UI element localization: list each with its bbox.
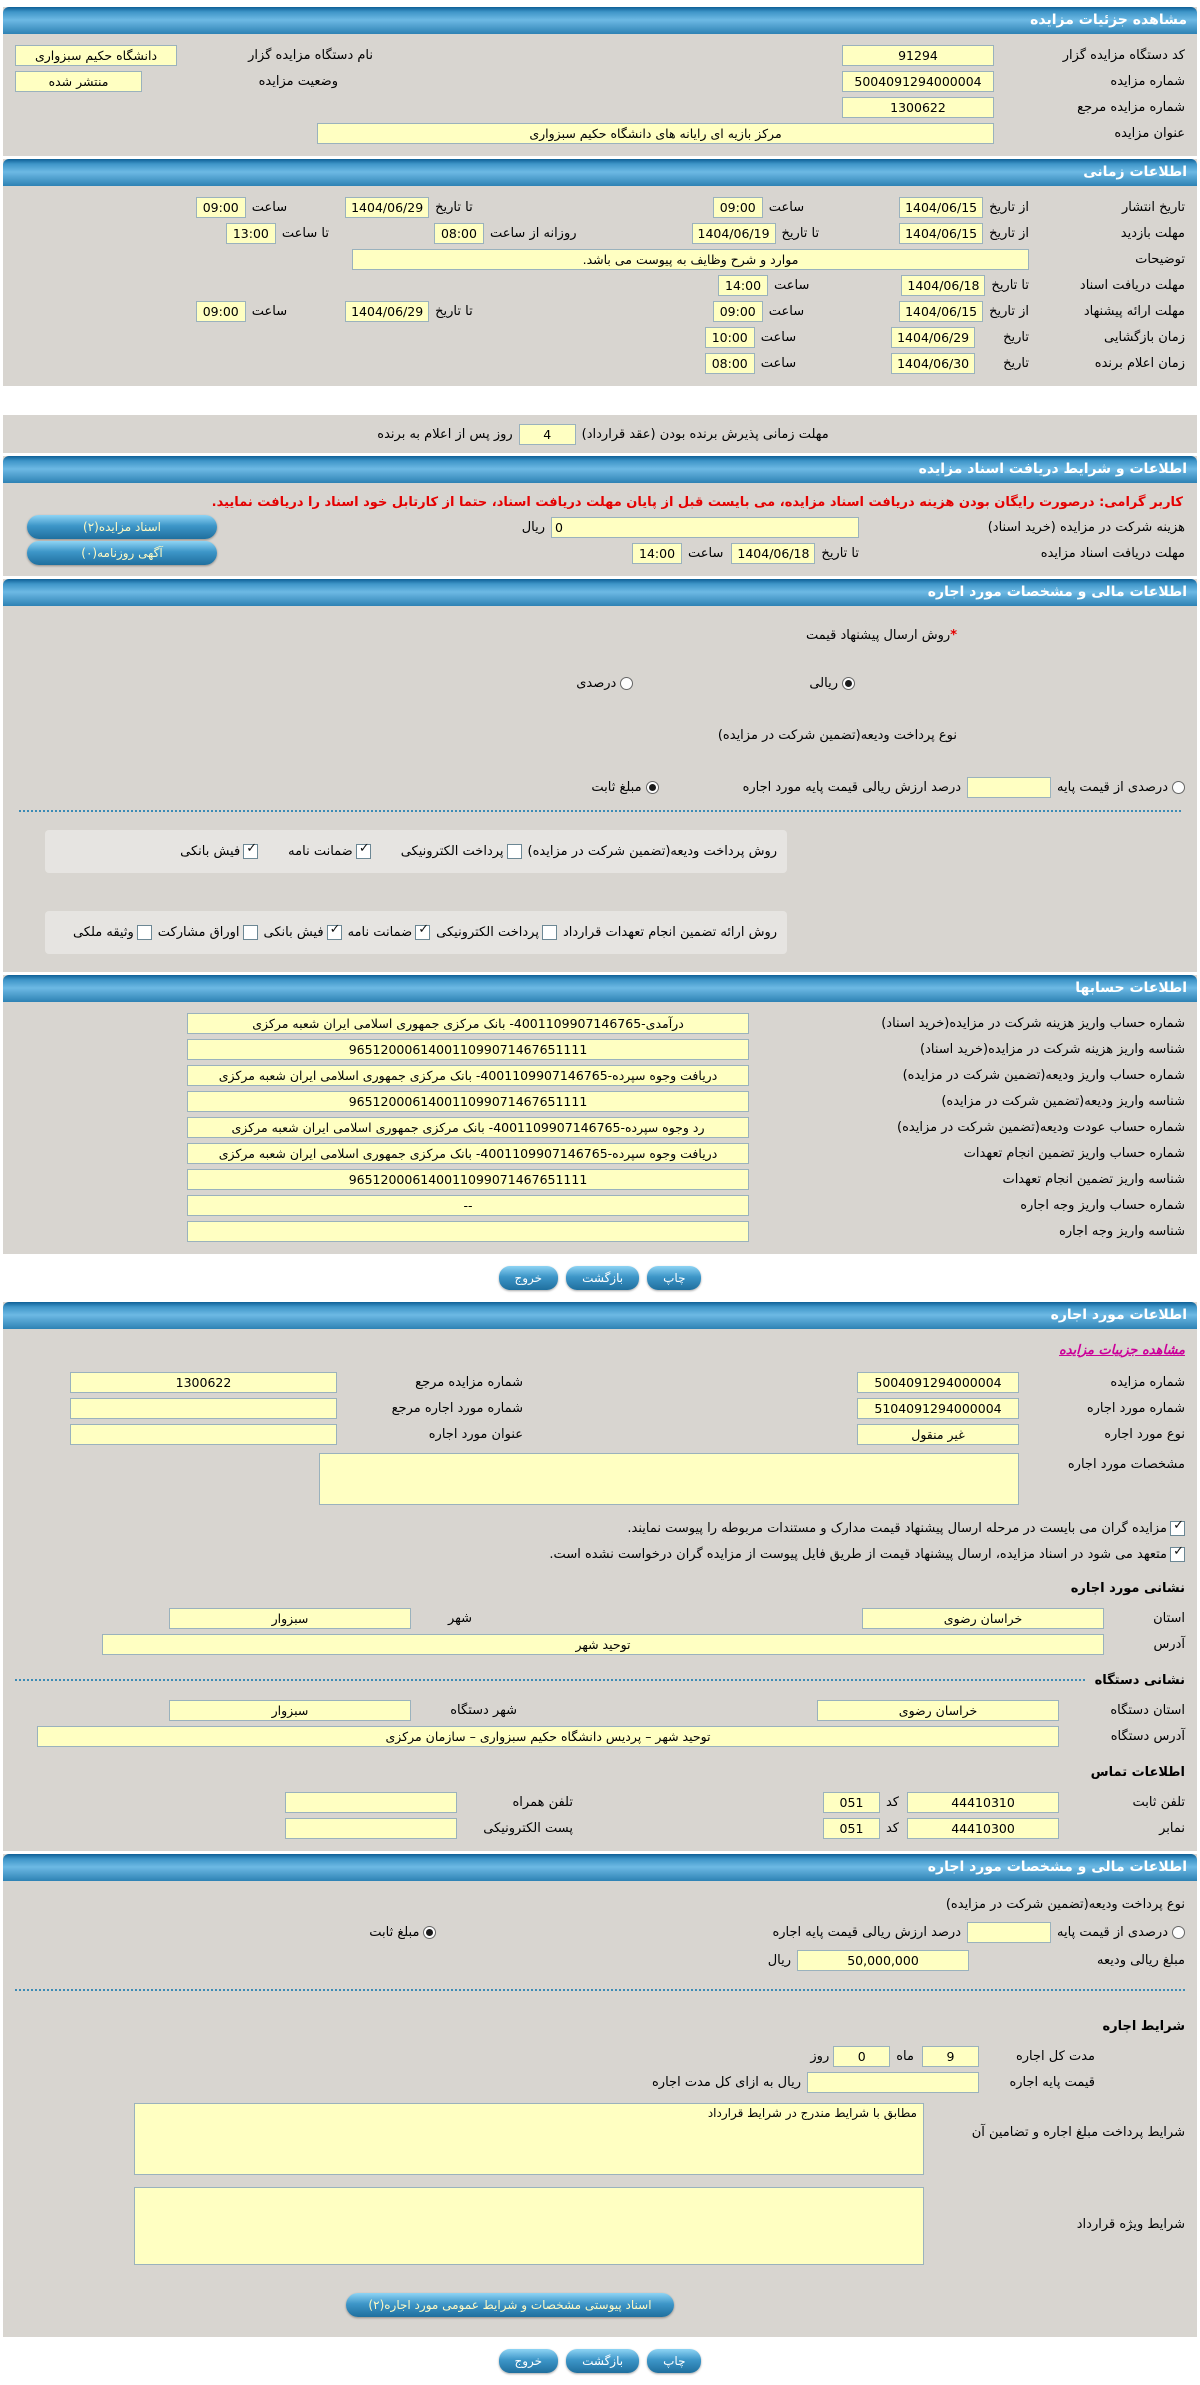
guarantee-letter-checkbox[interactable]: [356, 844, 371, 859]
docs-receive-deadline-row: مهلت دریافت اسناد مزایده تا تاریخ 1404/06/18 ساعت 14:00 آگهی روزنامه(۰): [15, 540, 1185, 566]
email-label: پست الکترونیکی: [483, 1820, 573, 1836]
newspaper-ad-button[interactable]: آگهی روزنامه(۰): [27, 541, 217, 565]
attached-docs-button[interactable]: اسناد پیوستی مشخصات و شرایط عمومی مورد اجاره(۲): [346, 2293, 673, 2317]
rent-address-group-label: نشانی مورد اجاره: [1070, 1580, 1185, 1596]
opening-date-field[interactable]: 1404/06/29: [891, 327, 975, 348]
deposit-pay-method-label: روش پرداخت ودیعه(تضمین شرکت در مزایده): [527, 844, 777, 859]
rent-financial-header: اطلاعات مالی و مشخصات مورد اجاره: [3, 1854, 1197, 1881]
electronic-pay-checkbox[interactable]: [507, 844, 522, 859]
docs-fee-field[interactable]: 0: [551, 517, 859, 538]
rent-item-number-field[interactable]: 5104091294000004: [857, 1398, 1019, 1419]
financial-info-header: اطلاعات مالی و مشخصات مورد اجاره: [3, 579, 1197, 606]
rent-auction-ref-label: شماره مزایده مرجع: [415, 1374, 523, 1390]
base-price-field[interactable]: [807, 2072, 979, 2093]
account-field[interactable]: دریافت وجوه سپرده-4001109907146765- بانک مرکزی جمهوری اسلامی ایران شعبه مرکزی: [187, 1065, 749, 1086]
rent-fixed-amount-label: مبلغ ثابت: [369, 1924, 420, 1940]
publish-to-time-field[interactable]: 09:00: [196, 197, 246, 218]
offer-to-date-field[interactable]: 1404/06/29: [345, 301, 429, 322]
device-city-field[interactable]: سبزوار: [169, 1700, 411, 1721]
auctioneer-name-label: نام دستگاه مزایده گزار: [248, 47, 373, 63]
device-address-field[interactable]: توحید شهر – پردیس دانشگاه حکیم سبزواری – سازمان مرکزی: [37, 1726, 1059, 1747]
fixed-amount-radio[interactable]: [646, 781, 659, 794]
landline-label: تلفن ثابت: [1132, 1794, 1185, 1810]
opening-time-label: زمان بازگشایی: [1104, 329, 1185, 345]
offer-from-date-field[interactable]: 1404/06/15: [899, 301, 983, 322]
deposit-amount-label: مبلغ ریالی ودیعه: [1097, 1952, 1185, 1968]
account-row: شماره حساب واریز وجه اجاره --: [15, 1192, 1185, 1218]
rent-item-type-field[interactable]: غیر منقول: [857, 1424, 1019, 1445]
docs-receive-deadline-time-field[interactable]: 14:00: [632, 543, 682, 564]
auction-title-field[interactable]: مرکز بازیه ای رایانه های دانشگاه حکیم سبزواری: [317, 123, 994, 144]
winner-announce-row: زمان اعلام برنده تاریخ 1404/06/30 ساعت 08:00: [15, 350, 1185, 376]
rent-auction-number-label: شماره مزایده: [1110, 1374, 1185, 1390]
action-buttons: [3, 1257, 1197, 1302]
auction-docs-button[interactable]: اسناد مزایده(۲): [27, 515, 217, 539]
offer-to-time-field[interactable]: 09:00: [196, 301, 246, 322]
special-terms-label: شرایط ویژه قرارداد: [1076, 2217, 1185, 2232]
device-province-label: استان دستگاه: [1110, 1702, 1185, 1718]
docs-receive-deadline-date-field[interactable]: 1404/06/18: [731, 543, 815, 564]
account-row: شماره حساب واریز هزینه شرکت در مزایده(خرید اسناد) درآمدی-4001109907146765- بانک مرکزی جمهوری اسلامی ایران شعبه مرکزی: [15, 1010, 1185, 1036]
base-price-label: قیمت پایه اجاره: [1009, 2074, 1095, 2090]
city-field[interactable]: سبزوار: [169, 1608, 411, 1629]
publish-date-row: تاریخ انتشار از تاریخ 1404/06/15 ساعت 09:00 تا تاریخ 1404/06/29 ساعت 09:00: [15, 194, 1185, 220]
publish-date-label: تاریخ انتشار: [1122, 199, 1185, 215]
account-field[interactable]: --: [187, 1195, 749, 1216]
performance-guarantee-label: روش ارائه تضمین انجام تعهدات قرارداد: [562, 925, 777, 940]
rent-item-header: اطلاعات مورد اجاره: [3, 1302, 1197, 1329]
auctioneer-name-field[interactable]: دانشگاه حکیم سبزواری: [15, 45, 177, 66]
winner-accept-days-field[interactable]: 4: [519, 424, 576, 445]
auction-status-field[interactable]: منتشر شده: [15, 71, 142, 92]
publish-from-date-field[interactable]: 1404/06/15: [899, 197, 983, 218]
property-collateral-checkbox[interactable]: [137, 925, 152, 940]
rent-duration-months-field[interactable]: 9: [922, 2046, 979, 2067]
visit-deadline-label: مهلت بازدید: [1120, 225, 1185, 241]
province-field[interactable]: خراسان رضوی: [862, 1608, 1104, 1629]
percent-of-base-suffix: درصد ارزش ریالی قیمت پایه مورد اجاره: [742, 779, 962, 795]
pay-terms-label: شرایط پرداخت مبلغ اجاره و تضامین آن: [971, 2125, 1185, 2140]
visit-daily-to-field[interactable]: 13:00: [226, 223, 276, 244]
winner-time-field[interactable]: 08:00: [705, 353, 755, 374]
account-row: شناسه واریز هزینه شرکت در مزایده(خرید اسناد) 965120006140011099071467651111: [15, 1036, 1185, 1062]
auction-title-label: عنوان مزایده: [1114, 125, 1185, 141]
fixed-amount-label: مبلغ ثابت: [591, 779, 642, 795]
winner-accept-suffix: روز پس از اعلام به برنده: [377, 426, 513, 442]
account-field[interactable]: 965120006140011099071467651111: [187, 1169, 749, 1190]
visit-from-date-field[interactable]: 1404/06/15: [899, 223, 983, 244]
rent-auction-number-field[interactable]: 5004091294000004: [857, 1372, 1019, 1393]
perform-electronic-checkbox[interactable]: [542, 925, 557, 940]
account-row: شناسه واریز وجه اجاره: [15, 1218, 1185, 1244]
account-field[interactable]: درآمدی-4001109907146765- بانک مرکزی جمهوری اسلامی ایران شعبه مرکزی: [187, 1013, 749, 1034]
offer-from-time-field[interactable]: 09:00: [713, 301, 763, 322]
percent-of-base-field[interactable]: [967, 777, 1051, 798]
account-row: شناسه واریز تضمین انجام تعهدات 965120006140011099071467651111: [15, 1166, 1185, 1192]
city-label: شهر: [447, 1610, 472, 1626]
auction-number-label: شماره مزایده: [1110, 73, 1185, 89]
deposit-type-label: نوع پرداخت ودیعه(تضمین شرکت در مزایده): [717, 727, 957, 743]
offer-deadline-label: مهلت ارائه پیشنهاد: [1083, 303, 1185, 319]
percent-of-base-label: درصدی از قیمت پایه: [1057, 779, 1168, 795]
attach-docs-note: مزایده گران می بایست در مرحله ارسال پیشنهاد قیمت مدارک و مستندات مربوطه را پیوست نمایند.: [627, 1520, 1167, 1536]
page-title: مشاهده جزئیات مزایده: [1030, 12, 1187, 28]
print-button[interactable]: چاپ: [647, 1266, 701, 1290]
rial-option-label: ریالی: [809, 675, 838, 691]
device-city-label: شهر دستگاه: [450, 1702, 517, 1718]
winner-date-field[interactable]: 1404/06/30: [891, 353, 975, 374]
device-address-group-label: نشانی دستگاه: [1094, 1672, 1185, 1688]
opening-time-row: زمان بازگشایی تاریخ 1404/06/29 ساعت 10:00: [15, 324, 1185, 350]
time-info-header: اطلاعات زمانی: [3, 159, 1197, 186]
rent-item-title-field[interactable]: [70, 1424, 337, 1445]
rent-item-panel: اطلاعات مورد اجاره مشاهده جزییات مزایده شماره مزایده 5004091294000004 شماره مزایده مرجع 1300622 شماره مورد اجاره 5104091294000004 شماره مورد اجاره مرجع نوع مورد اجاره غیر منقول عنوان مورد اجاره مشخصات مورد اجاره ✓ مزایده گران می بایست در مرحله ارسال پیشنهاد قیمت مدارک و مستندات مربوطه را پیوست نمایند. ✓ متعهد می شود در اسناد مزایده، ارسال پیشنهاد قیمت از طریق فایل پیوست از مزایده گران درخواست نشده است. نشانی مورد اجاره استان خراسان رضوی شهر سبزوار آدرس توحید شهر نشانی دستگاه استان دستگاه خراسان رضوی شهر دستگاه سبزوار آدرس دستگاه توحید شهر – پردیس دانشگاه حکیم سبزواری – سازمان مرکزی اطلاعات تماس تلفن ثابت 44410310 کد 051 تلفن همراه نمابر 44410300 کد 051 پست الکترونیکی: [3, 1302, 1197, 1851]
special-terms-area[interactable]: [134, 2187, 924, 2265]
bank-slip-checkbox[interactable]: [243, 844, 258, 859]
winner-announce-label: زمان اعلام برنده: [1094, 355, 1185, 371]
docs-conditions-panel: [3, 456, 1197, 576]
attach-docs-checkbox[interactable]: [1170, 1521, 1185, 1536]
rent-spec-area[interactable]: [319, 1453, 1019, 1505]
docs-fee-row: هزینه شرکت در مزایده (خرید اسناد) 0 ریال اسناد مزایده(۲): [15, 514, 1185, 540]
no-file-request-note: متعهد می شود در اسناد مزایده، ارسال پیشنهاد قیمت از طریق فایل پیوست از مزایده گران درخواست نشده است.: [549, 1546, 1167, 1562]
rent-percent-of-base-label: درصدی از قیمت پایه: [1057, 1924, 1168, 1940]
no-file-request-checkbox[interactable]: [1170, 1547, 1185, 1562]
exit-button-bottom[interactable]: خروج: [499, 2349, 559, 2373]
account-row: شماره حساب واریز تضمین انجام تعهدات دریافت وجوه سپرده-4001109907146765- بانک مرکزی جمهوری اسلامی ایران شعبه مرکزی: [15, 1140, 1185, 1166]
address-label: آدرس: [1153, 1636, 1185, 1652]
description-label: توضیحات: [1135, 251, 1185, 267]
auction-ref-label: شماره مزایده مرجع: [1077, 99, 1185, 115]
account-field[interactable]: 965120006140011099071467651111: [187, 1039, 749, 1060]
exit-button[interactable]: خروج: [499, 1266, 559, 1290]
account-field[interactable]: [187, 1221, 749, 1242]
docs-conditions-header: اطلاعات و شرایط دریافت اسناد مزایده: [3, 456, 1197, 483]
bonds-checkbox[interactable]: [243, 925, 258, 940]
description-row: [15, 246, 1185, 272]
fax-label: نمابر: [1159, 1820, 1185, 1836]
perform-bank-checkbox[interactable]: [327, 925, 342, 940]
account-field[interactable]: دریافت وجوه سپرده-4001109907146765- بانک مرکزی جمهوری اسلامی ایران شعبه مرکزی: [187, 1143, 749, 1164]
rent-spec-label: مشخصات مورد اجاره: [1067, 1457, 1185, 1472]
province-label: استان: [1153, 1610, 1185, 1626]
docs-deadline-time-field[interactable]: 14:00: [718, 275, 768, 296]
divider: [19, 810, 1181, 812]
rent-percent-suffix: درصد ارزش ریالی قیمت پایه اجاره: [772, 1924, 962, 1940]
device-province-field[interactable]: خراسان رضوی: [817, 1700, 1059, 1721]
rent-auction-ref-field[interactable]: 1300622: [70, 1372, 337, 1393]
price-send-method-label: روش ارسال پیشنهاد قیمت: [805, 627, 951, 643]
visit-daily-from-field[interactable]: 08:00: [434, 223, 484, 244]
docs-receive-deadline-label: مهلت دریافت اسناد مزایده: [1040, 545, 1185, 561]
offer-deadline-row: مهلت ارائه پیشنهاد از تاریخ 1404/06/15 ساعت 09:00 تا تاریخ 1404/06/29 ساعت 09:00: [15, 298, 1185, 324]
rent-fixed-amount-radio[interactable]: [423, 1926, 436, 1939]
print-button-bottom[interactable]: چاپ: [647, 2349, 701, 2373]
rent-percent-of-base-field[interactable]: [967, 1922, 1051, 1943]
visit-to-date-field[interactable]: 1404/06/19: [692, 223, 776, 244]
account-row: شناسه واریز ودیعه(تضمین شرکت در مزایده) 965120006140011099071467651111: [15, 1088, 1185, 1114]
rent-duration-label: مدت کل اجاره: [1015, 2048, 1095, 2064]
financial-info-panel: [3, 579, 1197, 972]
rent-item-ref-field[interactable]: [70, 1398, 337, 1419]
percent-of-base-radio[interactable]: [1172, 781, 1185, 794]
accounts-panel: [3, 975, 1197, 1254]
docs-warning-text: کاربر گرامی: درصورت رایگان بودن هزینه دریافت اسناد مزایده، می بایست قبل از پایان مهلت دریافت اسناد، حتما از کارتابل خود اسناد را دریافت نمایید.: [211, 495, 1183, 510]
rent-item-ref-label: شماره مورد اجاره مرجع: [391, 1400, 523, 1416]
percent-radio[interactable]: [620, 677, 633, 690]
auction-details-link[interactable]: مشاهده جزییات مزایده: [1058, 1342, 1185, 1358]
perform-guarantee-checkbox[interactable]: [415, 925, 430, 940]
mobile-field[interactable]: [285, 1792, 457, 1813]
account-field[interactable]: رد وجوه سپرده-4001109907146765- بانک مرکزی جمهوری اسلامی ایران شعبه مرکزی: [187, 1117, 749, 1138]
opening-time-field[interactable]: 10:00: [705, 327, 755, 348]
back-button-bottom[interactable]: بازگشت: [566, 2349, 639, 2373]
rial-radio[interactable]: [842, 677, 855, 690]
description-field[interactable]: موارد و شرح وظایف به پیوست می باشد.: [352, 249, 1029, 270]
auction-number-field[interactable]: 5004091294000004: [842, 71, 994, 92]
docs-deadline-row: مهلت دریافت اسناد تا تاریخ 1404/06/18 ساعت 14:00: [15, 272, 1185, 298]
fax-code-field[interactable]: 051: [823, 1818, 880, 1839]
deposit-pay-method-box: روش پرداخت ودیعه(تضمین شرکت در مزایده) پرداخت الکترونیکی ✓ ضمانت نامه ✓ فیش بانکی: [45, 830, 787, 873]
docs-fee-label: هزینه شرکت در مزایده (خرید اسناد): [987, 519, 1185, 535]
percent-option-label: درصدی: [576, 675, 617, 691]
docs-deadline-label: مهلت دریافت اسناد: [1079, 277, 1185, 293]
publish-from-time-field[interactable]: 09:00: [713, 197, 763, 218]
auction-details-panel: [3, 7, 1197, 156]
fax-field[interactable]: 44410300: [907, 1818, 1059, 1839]
mobile-label: تلفن همراه: [512, 1794, 573, 1810]
winner-accept-strip: [3, 415, 1197, 453]
divider: [15, 1989, 1185, 1991]
rent-deposit-type-label: نوع پرداخت ودیعه(تضمین شرکت در مزایده): [945, 1896, 1185, 1912]
accounts-header: اطلاعات حسابها: [3, 975, 1197, 1002]
rent-financial-panel: اطلاعات مالی و مشخصات مورد اجاره نوع پرداخت ودیعه(تضمین شرکت در مزایده) درصدی از قیمت پایه درصد ارزش ریالی قیمت پایه اجاره مبلغ ثابت مبلغ ریالی ودیعه 50,000,000 ریال شرایط اجاره مدت کل اجاره 9 ماه 0 روز قیمت پایه اجاره ریال به ازای کل مدت اجاره شرایط پرداخت مبلغ اجاره و تضامین آن مطابق با شرایط مندرج در شرایط قرارداد شرایط ویژه قرارداد اسناد پیوستی مشخصات و شرایط عمومی مورد اجاره(۲): [3, 1854, 1197, 2337]
rent-terms-group-label: شرایط اجاره: [1102, 2018, 1185, 2034]
auction-details-header: [3, 7, 1197, 34]
account-row: شماره حساب واریز ودیعه(تضمین شرکت در مزایده) دریافت وجوه سپرده-4001109907146765- بانک مرکزی جمهوری اسلامی ایران شعبه مرکزی: [15, 1062, 1185, 1088]
divider: [15, 1679, 1085, 1681]
landline-field[interactable]: 44410310: [907, 1792, 1059, 1813]
time-info-panel: [3, 159, 1197, 386]
action-buttons-bottom: [3, 2340, 1197, 2385]
performance-guarantee-box: روش ارائه تضمین انجام تعهدات قرارداد پرداخت الکترونیکی ✓ ضمانت نامه ✓ فیش بانکی اوراق مشارکت وثیقه ملکی: [45, 911, 787, 954]
publish-to-date-field[interactable]: 1404/06/29: [345, 197, 429, 218]
docs-deadline-date-field[interactable]: 1404/06/18: [901, 275, 985, 296]
winner-accept-label: مهلت زمانی پذیرش برنده بودن (عقد قرارداد): [581, 426, 829, 442]
email-field[interactable]: [285, 1818, 457, 1839]
visit-deadline-row: مهلت بازدید از تاریخ 1404/06/15 تا تاریخ 1404/06/19 روزانه از ساعت 08:00 تا ساعت 13:00: [15, 220, 1185, 246]
contact-group-label: اطلاعات تماس: [1090, 1764, 1185, 1780]
rent-item-number-label: شماره مورد اجاره: [1086, 1400, 1185, 1416]
pay-terms-area[interactable]: مطابق با شرایط مندرج در شرایط قرارداد: [134, 2103, 924, 2175]
account-row: شماره حساب عودت ودیعه(تضمین شرکت در مزایده) رد وجوه سپرده-4001109907146765- بانک مرکزی جمهوری اسلامی ایران شعبه مرکزی: [15, 1114, 1185, 1140]
auctioneer-code-label: کد دستگاه مزایده گزار: [1062, 47, 1185, 63]
device-address-label: آدرس دستگاه: [1110, 1728, 1185, 1744]
rent-item-type-label: نوع مورد اجاره: [1104, 1426, 1185, 1442]
auctioneer-code-field[interactable]: 91294: [842, 45, 994, 66]
required-mark: *: [950, 627, 957, 643]
rent-duration-days-field[interactable]: 0: [833, 2046, 890, 2067]
landline-code-field[interactable]: 051: [823, 1792, 880, 1813]
rent-item-title-label: عنوان مورد اجاره: [428, 1426, 523, 1442]
auction-ref-field[interactable]: 1300622: [842, 97, 994, 118]
address-field[interactable]: توحید شهر: [102, 1634, 1104, 1655]
base-price-suffix: ریال به ازای کل مدت اجاره: [652, 2074, 801, 2090]
account-field[interactable]: 965120006140011099071467651111: [187, 1091, 749, 1112]
deposit-amount-field[interactable]: 50,000,000: [797, 1950, 969, 1971]
rent-percent-of-base-radio[interactable]: [1172, 1926, 1185, 1939]
auction-status-label: وضعیت مزایده: [258, 73, 338, 89]
back-button[interactable]: بازگشت: [566, 1266, 639, 1290]
